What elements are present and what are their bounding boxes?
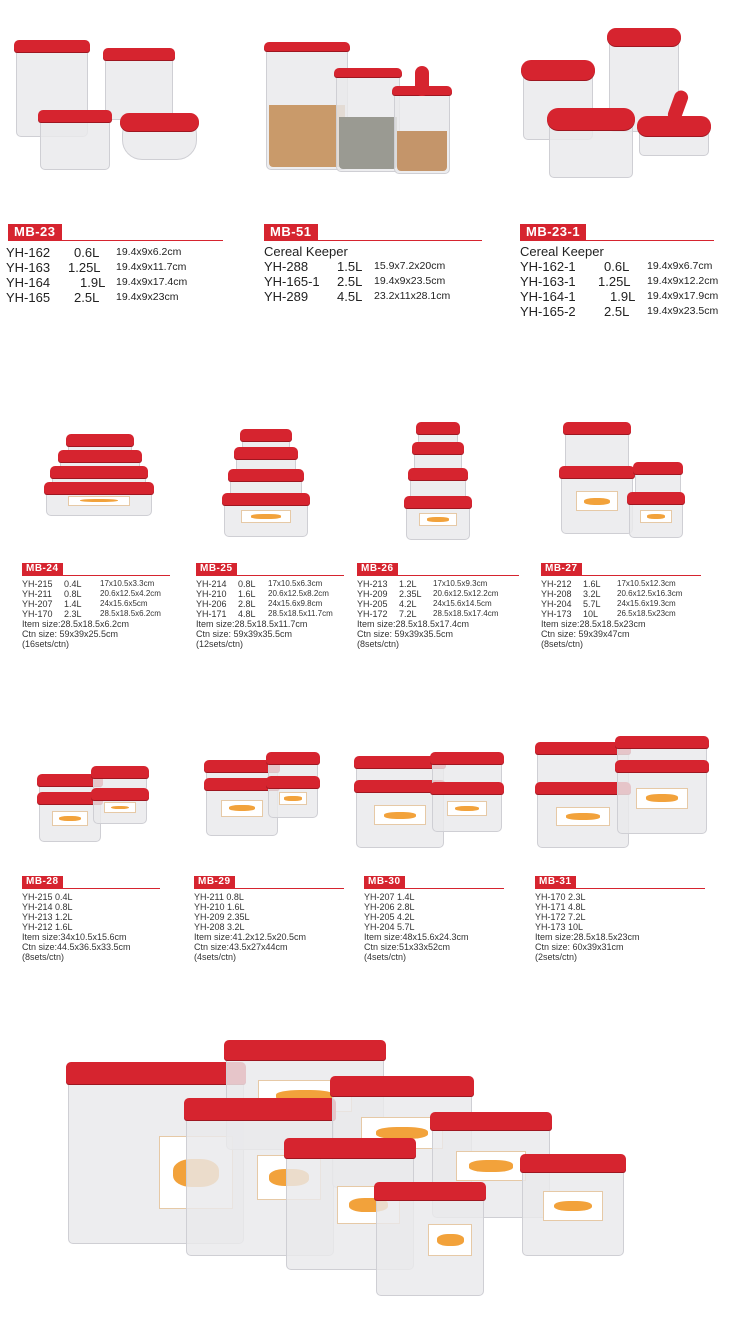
- spec-row: YH-170 2.3L: [535, 892, 586, 902]
- product-photo-mb-30: [352, 748, 507, 853]
- product-subtitle: Cereal Keeper: [264, 244, 348, 259]
- carton-size: Ctn size: 59x39x25.5cm: [22, 629, 119, 639]
- product-code-tag: MB-26: [357, 563, 398, 575]
- spec-row: YH-211 0.8L: [194, 892, 244, 902]
- sets-per-carton: (4sets/ctn): [364, 952, 407, 962]
- item-size: Item size:28.5x18.5x23cm: [541, 619, 646, 629]
- spec-row: YH-212 1.6L: [22, 922, 73, 932]
- sets-per-carton: (8sets/ctn): [357, 639, 400, 649]
- product-photo-mb-51: [262, 38, 462, 178]
- product-photo-mb-25: [222, 425, 312, 540]
- product-code-tag: MB-28: [22, 876, 63, 888]
- product-photo-mb-29: [202, 748, 322, 840]
- spec-row: YH-204 5.7L: [364, 922, 415, 932]
- spec-row: YH-212 1.6L 17x10.5x12.3cm: [541, 579, 676, 589]
- spec-row: YH-165-1 2.5L 19.4x9x23.5cm: [264, 274, 446, 289]
- spec-row: YH-215 0.4L: [22, 892, 73, 902]
- carton-size: Ctn size: 59x39x35.5cm: [357, 629, 454, 639]
- sets-per-carton: (16sets/ctn): [22, 639, 70, 649]
- product-photo-mb-24: [40, 432, 160, 522]
- spec-row: YH-213 1.2L: [22, 912, 73, 922]
- spec-row: YH-207 1.4L: [364, 892, 415, 902]
- item-size: Item size:28.5x18.5x11.7cm: [196, 619, 308, 629]
- carton-size: Ctn size: 59x39x47cm: [541, 629, 630, 639]
- spec-row: YH-213 1.2L 17x10.5x9.3cm: [357, 579, 488, 589]
- product-photo-mb-23-1: [515, 22, 725, 182]
- spec-row: YH-211 0.8L 20.6x12.5x4.2cm: [22, 589, 161, 599]
- spec-row: YH-207 1.4L 24x15.6x5cm: [22, 599, 148, 609]
- spec-row: YH-162-1 0.6L 19.4x9x6.7cm: [520, 259, 713, 274]
- spec-row: YH-215 0.4L 17x10.5x3.3cm: [22, 579, 155, 589]
- sets-per-carton: (8sets/ctn): [22, 952, 65, 962]
- spec-row: YH-289 4.5L 23.2x11x28.1cm: [264, 289, 451, 304]
- spec-row: YH-209 2.35L: [194, 912, 250, 922]
- item-size: Item size:41.2x12.5x20.5cm: [194, 932, 307, 942]
- spec-row: YH-163 1.25L 19.4x9x11.7cm: [6, 260, 187, 275]
- sets-per-carton: (12sets/ctn): [196, 639, 244, 649]
- spec-row: YH-172 7.2L: [535, 912, 586, 922]
- spec-row: YH-209 2.35L 20.6x12.5x12.2cm: [357, 589, 499, 599]
- spec-row: YH-210 1.6L: [194, 902, 245, 912]
- item-size: Item size:28.5x18.5x6.2cm: [22, 619, 130, 629]
- product-code-tag: MB-31: [535, 876, 576, 888]
- sets-per-carton: (8sets/ctn): [541, 639, 584, 649]
- spec-row: YH-205 4.2L: [364, 912, 415, 922]
- sets-per-carton: (2sets/ctn): [535, 952, 578, 962]
- spec-row: YH-162 0.6L 19.4x9x6.2cm: [6, 245, 182, 260]
- carton-size: Ctn size: 59x39x35.5cm: [196, 629, 293, 639]
- item-size: Item size:28.5x18.5x23cm: [535, 932, 640, 942]
- spec-row: YH-288 1.5L 15.9x7.2x20cm: [264, 259, 446, 274]
- spec-row: YH-208 3.2L: [194, 922, 245, 932]
- spec-row: YH-170 2.3L 28.5x18.5x6.2cm: [22, 609, 161, 619]
- product-photo-mb-31: [533, 734, 713, 852]
- spec-row: YH-208 3.2L 20.6x12.5x16.3cm: [541, 589, 683, 599]
- sets-per-carton: (4sets/ctn): [194, 952, 237, 962]
- carton-size: Ctn size:44.5x36.5x33.5cm: [22, 942, 131, 952]
- spec-row: YH-164 1.9L 19.4x9x17.4cm: [6, 275, 188, 290]
- product-code-tag: MB-27: [541, 563, 582, 575]
- product-hero-photo: [60, 1030, 640, 1310]
- product-code-tag: MB-24: [22, 563, 63, 575]
- spec-row: YH-204 5.7L 24x15.6x19.3cm: [541, 599, 676, 609]
- spec-row: YH-206 2.8L 24x15.6x9.8cm: [196, 599, 323, 609]
- spec-row: YH-165 2.5L 19.4x9x23cm: [6, 290, 179, 305]
- carton-size: Ctn size: 60x39x31cm: [535, 942, 624, 952]
- product-subtitle: Cereal Keeper: [520, 244, 604, 259]
- spec-row: YH-165-2 2.5L 19.4x9x23.5cm: [520, 304, 719, 319]
- product-code-tag: MB-30: [364, 876, 405, 888]
- product-photo-mb-26: [402, 420, 477, 545]
- product-code-tag: MB-29: [194, 876, 235, 888]
- product-code-tag: MB-23-1: [520, 224, 586, 240]
- item-size: Item size:28.5x18.5x17.4cm: [357, 619, 470, 629]
- item-size: Item size:48x15.6x24.3cm: [364, 932, 469, 942]
- product-code-tag: MB-23: [8, 224, 62, 240]
- product-photo-mb-28: [35, 762, 155, 847]
- carton-size: Ctn size:51x33x52cm: [364, 942, 451, 952]
- spec-row: YH-173 10L: [535, 922, 584, 932]
- product-code-tag: MB-51: [264, 224, 318, 240]
- item-size: Item size:34x10.5x15.6cm: [22, 932, 127, 942]
- spec-row: YH-171 4.8L: [535, 902, 586, 912]
- product-photo-mb-23: [10, 30, 210, 180]
- spec-row: YH-205 4.2L 24x15.6x14.5cm: [357, 599, 492, 609]
- spec-row: YH-214 0.8L: [22, 902, 73, 912]
- spec-row: YH-163-1 1.25L 19.4x9x12.2cm: [520, 274, 719, 289]
- spec-row: YH-173 10L 26.5x18.5x23cm: [541, 609, 676, 619]
- spec-row: YH-214 0.8L 17x10.5x6.3cm: [196, 579, 323, 589]
- spec-row: YH-206 2.8L: [364, 902, 415, 912]
- carton-size: Ctn size:43.5x27x44cm: [194, 942, 288, 952]
- spec-row: YH-164-1 1.9L 19.4x9x17.9cm: [520, 289, 719, 304]
- spec-row: YH-171 4.8L 28.5x18.5x11.7cm: [196, 609, 333, 619]
- spec-row: YH-172 7.2L 28.5x18.5x17.4cm: [357, 609, 499, 619]
- spec-row: YH-210 1.6L 20.6x12.5x8.2cm: [196, 589, 329, 599]
- product-code-tag: MB-25: [196, 563, 237, 575]
- product-photo-mb-27: [555, 418, 695, 543]
